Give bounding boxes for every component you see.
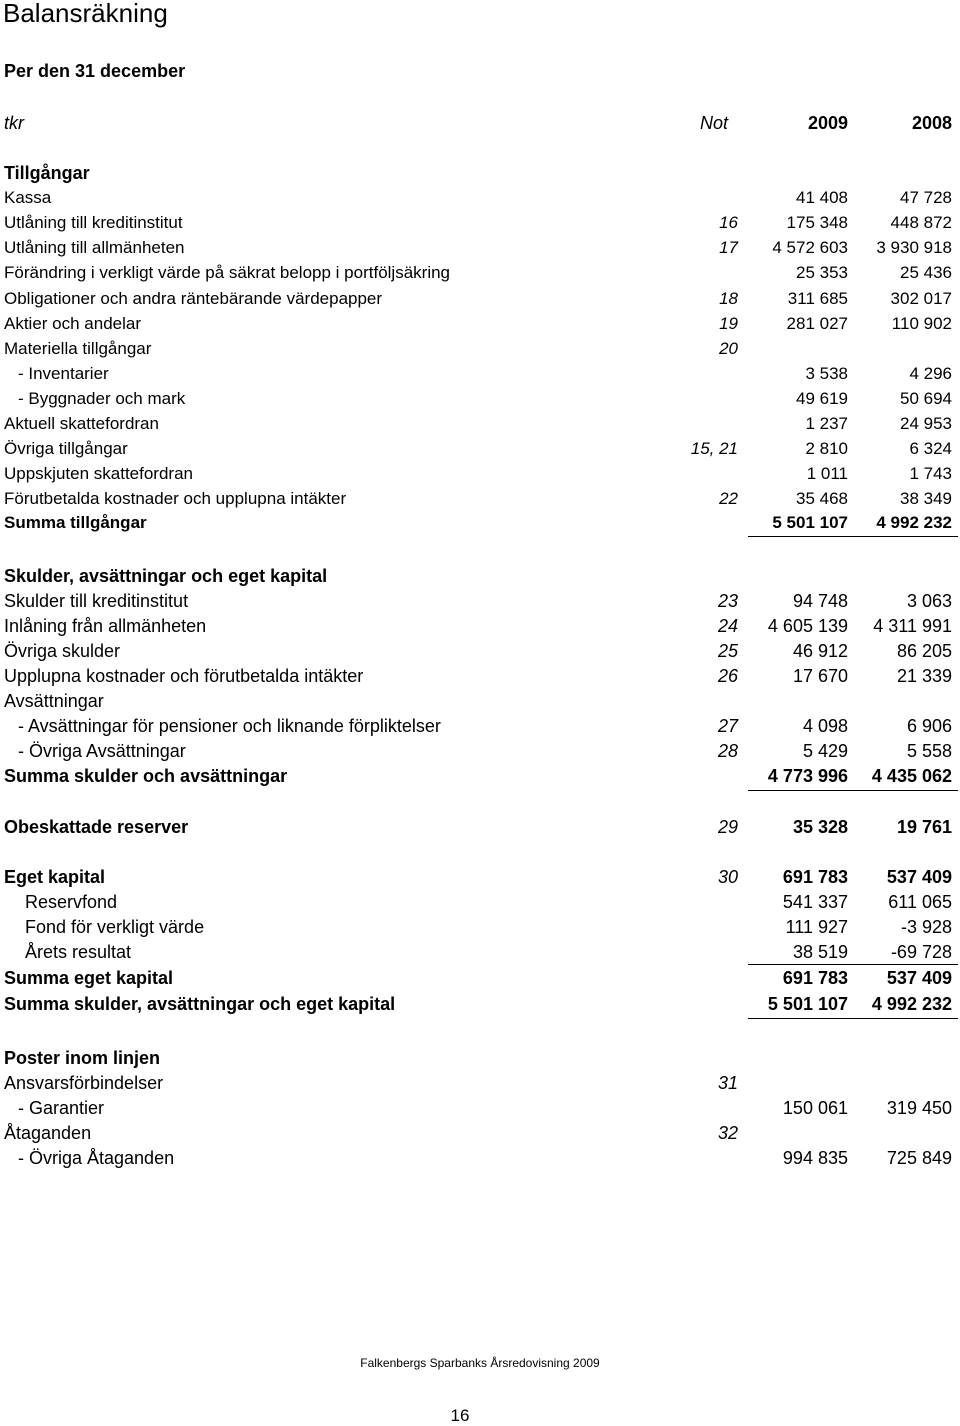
row-note: 17: [719, 238, 738, 257]
row-value-2008: 448 872: [890, 213, 952, 232]
page-number: 16: [450, 1406, 470, 1425]
off-balance-row: [0, 1146, 960, 1170]
row-value-2009: 5 501 107: [767, 994, 848, 1014]
asset-row: [0, 437, 960, 461]
row-value-2009: 150 061: [782, 1098, 848, 1118]
row-value-2009: 281 027: [786, 314, 848, 333]
row-value-2009: 35 328: [792, 817, 848, 837]
row-label: Aktuell skattefordran: [4, 414, 159, 433]
row-value-2009: 25 353: [796, 263, 848, 282]
row-value-2008: 3 930 918: [876, 238, 952, 257]
row-label: Summa eget kapital: [4, 968, 174, 988]
off-balance-row: [0, 1071, 960, 1095]
assets-heading: Tillgångar: [4, 163, 90, 183]
row-label: Summa tillgångar: [4, 513, 147, 532]
row-value-2008: 611 065: [888, 892, 952, 912]
row-label: Övriga skulder: [4, 641, 121, 661]
header-unit: tkr: [4, 113, 24, 133]
asset-row: [0, 287, 960, 311]
row-value-2008: 110 902: [891, 314, 952, 333]
row-value-2008: 24 953: [900, 414, 952, 433]
row-value-2009: 1 237: [805, 414, 848, 433]
row-value-2009: 111 927: [785, 917, 848, 937]
asset-row: [0, 487, 960, 511]
row-value-2008: 3 063: [906, 591, 952, 611]
row-label: Uppskjuten skattefordran: [4, 464, 193, 483]
row-value-2008: 537 409: [886, 968, 952, 988]
row-value-2008: 38 349: [900, 489, 952, 508]
row-note: 16: [719, 213, 738, 232]
liability-row: [0, 739, 960, 763]
equity-sub-row: [0, 940, 960, 964]
row-label: Ansvarsförbindelser: [4, 1073, 164, 1093]
header-year-2009: 2009: [807, 113, 848, 133]
row-note: 25: [717, 641, 738, 661]
row-label: Avsättningar: [4, 691, 104, 711]
row-label: Förutbetalda kostnader och upplupna intäkter: [4, 489, 347, 508]
liabilities-total-row: [0, 764, 960, 788]
row-label: Obeskattade reserver: [4, 817, 189, 837]
liability-row: [0, 689, 960, 713]
row-value-2009: 3 538: [805, 364, 848, 383]
row-value-2009: 691 783: [782, 867, 848, 887]
row-note: 30: [717, 867, 738, 887]
row-note: 24: [717, 616, 738, 636]
row-note: 22: [719, 489, 738, 508]
asset-row: [0, 236, 960, 260]
off-balance-row: [0, 1096, 960, 1120]
row-note: 29: [717, 817, 738, 837]
row-label: Reservfond: [25, 892, 118, 912]
row-value-2009: 1 011: [806, 464, 848, 483]
off-balance-heading: Poster inom linjen: [4, 1048, 161, 1068]
row-note: 19: [719, 314, 738, 333]
row-value-2008: 25 436: [900, 263, 952, 282]
row-label: - Inventarier: [18, 364, 109, 383]
row-value-2009: 4 572 603: [772, 238, 848, 257]
row-note: 32: [717, 1123, 738, 1143]
row-value-2008: 21 339: [896, 666, 952, 686]
total-rule: [748, 536, 958, 537]
row-label: Aktier och andelar: [4, 314, 142, 333]
row-label: Eget kapital: [4, 867, 106, 887]
grand-total-row: [0, 992, 960, 1016]
liability-row: [0, 639, 960, 663]
liabilities-heading: Skulder, avsättningar och eget kapital: [4, 566, 328, 586]
row-value-2008: 537 409: [886, 867, 952, 887]
row-value-2009: 4 098: [802, 716, 848, 736]
row-label: Upplupna kostnader och förutbetalda intäkter: [4, 666, 364, 686]
row-value-2009: 2 810: [805, 439, 848, 458]
liability-row: [0, 714, 960, 738]
header-note: Not: [699, 113, 728, 133]
equity-sub-row: [0, 890, 960, 914]
asset-row: [0, 186, 960, 210]
total-rule: [748, 1018, 958, 1019]
row-value-2009: 94 748: [792, 591, 848, 611]
row-note: 27: [717, 716, 738, 736]
equity-sub-row: [0, 915, 960, 939]
row-value-2009: 17 670: [792, 666, 848, 686]
row-value-2009: 175 348: [786, 213, 848, 232]
row-value-2008: 19 761: [896, 817, 952, 837]
row-value-2008: 319 450: [886, 1098, 952, 1118]
asset-row: [0, 337, 960, 361]
row-value-2008: 4 992 232: [871, 994, 952, 1014]
row-value-2009: 994 835: [782, 1148, 848, 1168]
row-label: Åtaganden: [4, 1123, 92, 1143]
row-value-2008: 5 558: [906, 741, 952, 761]
row-value-2008: 302 017: [890, 289, 952, 308]
row-value-2009: 49 619: [796, 389, 848, 408]
asset-row: [0, 362, 960, 386]
row-value-2009: 38 519: [792, 942, 848, 962]
row-value-2008: -3 928: [900, 917, 952, 937]
row-value-2008: -69 728: [890, 942, 952, 962]
row-note: 20: [719, 339, 738, 358]
row-label: Utlåning till allmänheten: [4, 238, 185, 257]
equity-total-row: [0, 966, 960, 990]
row-label: Materiella tillgångar: [4, 339, 152, 358]
row-value-2009: 5 501 107: [772, 513, 848, 532]
asset-row: [0, 312, 960, 336]
row-label: Inlåning från allmänheten: [4, 616, 207, 636]
row-label: Kassa: [4, 188, 52, 207]
total-rule: [748, 964, 958, 965]
page-title: Balansräkning: [3, 0, 168, 28]
asset-row: [0, 387, 960, 411]
off-balance-row: [0, 1121, 960, 1145]
row-label: Årets resultat: [25, 942, 132, 962]
row-value-2008: 725 849: [886, 1148, 952, 1168]
liability-row: [0, 664, 960, 688]
row-note: 23: [717, 591, 738, 611]
row-note: 28: [717, 741, 738, 761]
row-label: Förändring i verkligt värde på säkrat belopp i portföljsäkring: [4, 263, 451, 282]
row-note: 18: [719, 289, 738, 308]
asset-row: [0, 412, 960, 436]
assets-total-row: [0, 511, 960, 535]
row-label: Skulder till kreditinstitut: [4, 591, 189, 611]
liability-row: [0, 614, 960, 638]
row-label: - Övriga Åtaganden: [18, 1148, 175, 1168]
row-note: 15, 21: [690, 439, 738, 458]
row-value-2008: 50 694: [900, 389, 952, 408]
row-value-2009: 691 783: [782, 968, 848, 988]
row-label: Summa skulder, avsättningar och eget kapital: [4, 994, 396, 1014]
untaxed-reserves-row: [0, 815, 960, 839]
row-label: Fond för verkligt värde: [25, 917, 205, 937]
asset-row: [0, 211, 960, 235]
row-value-2008: 6 906: [906, 716, 952, 736]
row-value-2008: 4 992 232: [876, 513, 952, 532]
row-value-2009: 4 605 139: [767, 616, 848, 636]
equity-row: [0, 865, 960, 889]
row-value-2008: 4 311 991: [873, 616, 952, 636]
row-label: - Avsättningar för pensioner och liknande förpliktelser: [18, 716, 441, 736]
row-label: Obligationer och andra räntebärande värdepapper: [4, 289, 383, 308]
page-footer: Falkenbergs Sparbanks Årsredovisning 2009: [360, 1356, 600, 1370]
page-subtitle: Per den 31 december: [4, 61, 186, 81]
row-value-2009: 311 685: [787, 289, 848, 308]
row-value-2008: 86 205: [896, 641, 952, 661]
row-label: Summa skulder och avsättningar: [4, 766, 288, 786]
row-value-2009: 41 408: [796, 188, 848, 207]
header-year-2008: 2008: [911, 113, 952, 133]
row-value-2008: 4 435 062: [871, 766, 952, 786]
asset-row: [0, 261, 960, 285]
liability-row: [0, 589, 960, 613]
row-label: - Garantier: [18, 1098, 105, 1118]
row-label: - Övriga Avsättningar: [18, 741, 186, 761]
row-value-2009: 35 468: [796, 489, 848, 508]
row-value-2009: 5 429: [802, 741, 848, 761]
row-value-2009: 541 337: [782, 892, 848, 912]
row-value-2008: 6 324: [909, 439, 952, 458]
row-label: - Byggnader och mark: [18, 389, 186, 408]
row-note: 26: [717, 666, 738, 686]
row-value-2009: 46 912: [792, 641, 848, 661]
row-label: Utlåning till kreditinstitut: [4, 213, 183, 232]
total-rule: [748, 790, 958, 791]
row-label: Övriga tillgångar: [4, 439, 128, 458]
asset-row: [0, 462, 960, 486]
row-note: 31: [717, 1073, 738, 1093]
row-value-2008: 1 743: [909, 464, 952, 483]
row-value-2008: 47 728: [900, 188, 952, 207]
row-value-2009: 4 773 996: [767, 766, 848, 786]
row-value-2008: 4 296: [909, 364, 952, 383]
